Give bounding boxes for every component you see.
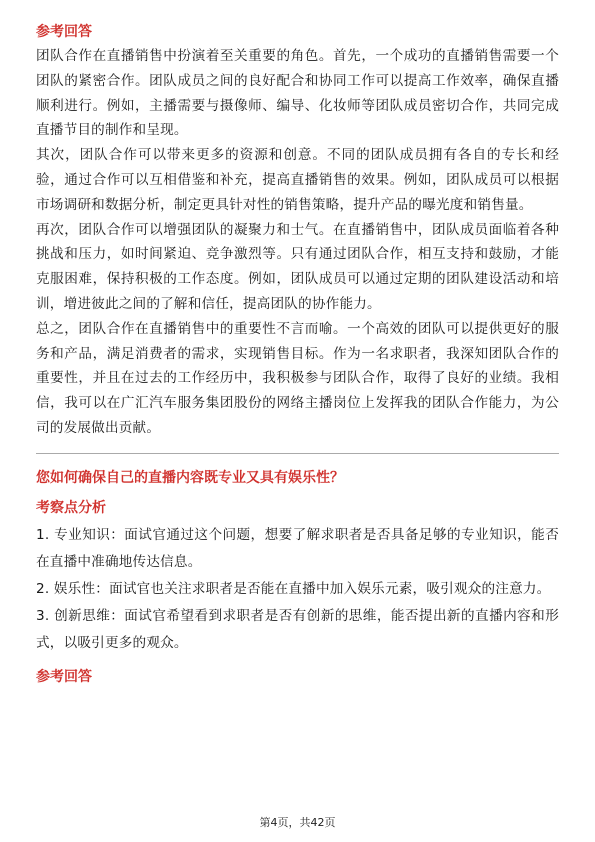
answer-paragraph-1: 团队合作在直播销售中扮演着至关重要的角色。首先，一个成功的直播销售需要一个团队的紧密合作。团队成员之间的良好配合和协同工作可以提高工作效率，确保直播顺利进行。例如，主播需要与摄像师、编导、化妆师等团队成员密切合作，共同完成直播节目的制作和呈现。: [36, 48, 559, 139]
analysis-item-3: 3. 创新思维：面试官希望看到求职者是否有创新的思维，能否提出新的直播内容和形式，以吸引更多的观众。: [36, 607, 559, 651]
reference-answer-heading: 参考回答: [36, 24, 92, 40]
analysis-item-2: 2. 娱乐性：面试官也关注求职者是否能在直播中加入娱乐元素，吸引观众的注意力。: [36, 580, 551, 597]
page-content: [36, 20, 559, 689]
answer-paragraph-4: 总之，团队合作在直播销售中的重要性不言而喻。一个高效的团队可以提供更好的服务和产品，满足消费者的需求，实现销售目标。作为一名求职者，我深知团队合作的重要性，并且在过去的工作经历中，我积极参与团队合作，取得了良好的业绩。我相信，我可以在广汇汽车服务集团股份的网络主播岗位上发挥我的团队合作能力，为公司的发展做出贡献。: [36, 320, 559, 436]
analysis-item-1: 1. 专业知识：面试官通过这个问题，想要了解求职者是否具备足够的专业知识，能否在直播中准确地传达信息。: [36, 526, 559, 570]
answer-paragraph-2: 其次，团队合作可以带来更多的资源和创意。不同的团队成员拥有各自的专长和经验，通过合作可以互相借鉴和补充，提高直播销售的效果。例如，团队成员可以根据市场调研和数据分析，制定更具针对性的销售策略，提升产品的曝光度和销售量。: [36, 147, 559, 213]
page-number-footer: 第4页，共42页: [259, 816, 336, 829]
reference-answer-heading-2: 参考回答: [36, 668, 92, 685]
analysis-heading: 考察点分析: [36, 499, 106, 516]
interview-question: 您如何确保自己的直播内容既专业又具有娱乐性？: [36, 469, 344, 486]
answer-paragraph-3: 再次，团队合作可以增强团队的凝聚力和士气。在直播销售中，团队成员面临着各种挑战和压力，如时间紧迫、竞争激烈等。只有通过团队合作，相互支持和鼓励，才能克服困难，保持积极的工作态度。例如，团队成员可以通过定期的团队建设活动和培训，增进彼此之间的了解和信任，提高团队的协作能力。: [36, 221, 559, 312]
section-divider: [36, 453, 559, 454]
